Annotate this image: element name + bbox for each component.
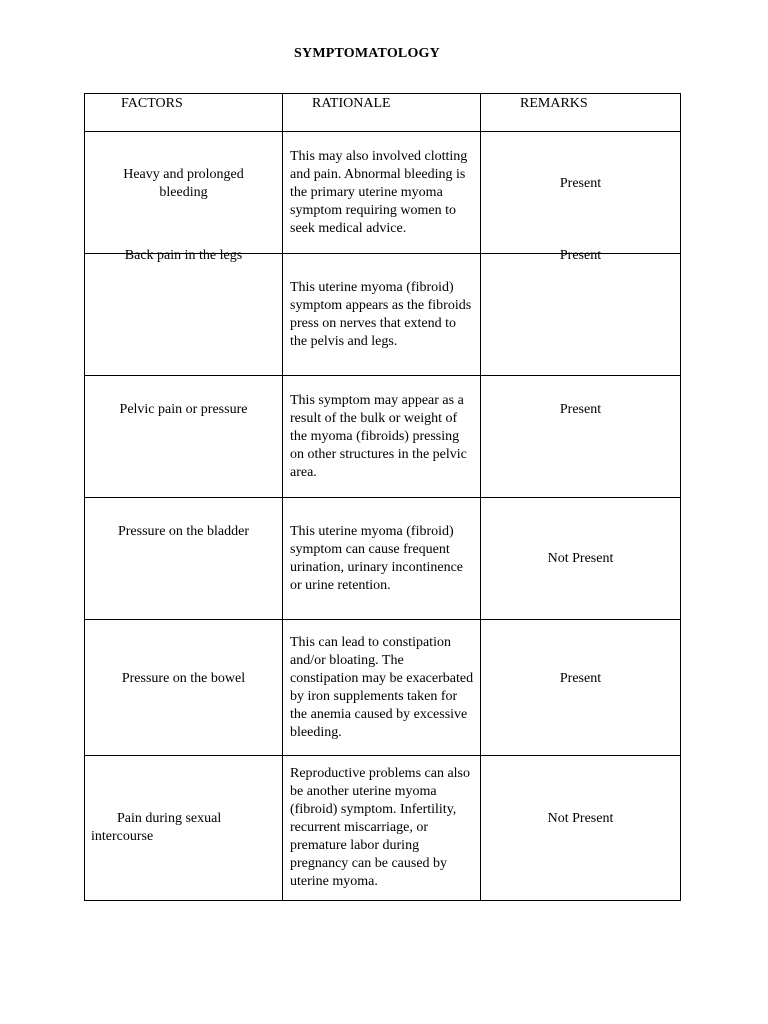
factor-text: Pressure on the bowel [121, 670, 246, 686]
table-row [85, 498, 681, 620]
remark-text: Present [559, 247, 602, 263]
remark-text: Present [559, 175, 602, 191]
rationale-text: This can lead to constipation and/or bloating. The constipation may be exacerbated by iron supplements taken for the anemia caused by excessive bleeding. [290, 634, 474, 740]
remark-cell [481, 132, 681, 254]
remark-text: Not Present [547, 550, 614, 566]
factor-cell [85, 756, 283, 901]
header-rationale: RATIONALE [312, 96, 391, 111]
rationale-cell [283, 132, 481, 254]
remark-text: Present [559, 401, 602, 417]
table-row [85, 620, 681, 756]
rationale-cell [283, 620, 481, 756]
table-row [85, 132, 681, 254]
remark-cell [481, 620, 681, 756]
rationale-text: This uterine myoma (fibroid) symptom can cause frequent urination, urinary incontinence or urine retention. [290, 523, 463, 593]
factor-cell [85, 620, 283, 756]
remark-cell [481, 376, 681, 498]
header-cell-factors [85, 94, 283, 132]
page-title: SYMPTOMATOLOGY [294, 46, 440, 61]
rationale-text: This uterine myoma (fibroid) symptom appears as the fibroids press on nerves that extend to the pelvis and legs. [290, 279, 472, 349]
factor-text: Pelvic pain or pressure [119, 401, 248, 417]
factor-text: Back pain in the legs [124, 247, 243, 263]
factor-cell [85, 247, 283, 376]
table-row [85, 254, 681, 376]
table-row [85, 376, 681, 498]
factor-cell [85, 498, 283, 620]
header-cell-remarks [481, 94, 681, 132]
factor-text: Heavy and prolonged bleeding [123, 166, 244, 200]
rationale-text: This may also involved clotting and pain. Abnormal bleeding is the primary uterine myoma symptom requiring women to seek medical advice. [290, 148, 468, 236]
factor-cell [85, 132, 283, 254]
rationale-cell [283, 254, 481, 376]
symptomatology-table [84, 93, 681, 901]
factor-text: Pressure on the bladder [117, 523, 250, 539]
header-cell-rationale [283, 94, 481, 132]
table-header-row [85, 94, 681, 132]
remark-cell [481, 498, 681, 620]
rationale-cell [283, 498, 481, 620]
rationale-cell [283, 756, 481, 901]
header-factors: FACTORS [121, 96, 183, 111]
remark-cell [481, 247, 681, 376]
rationale-text: Reproductive problems can also be another uterine myoma (fibroid) symptom. Infertility, recurrent miscarriage, or premature labor during pregnancy can be caused by uterine myoma. [290, 766, 471, 889]
rationale-cell [283, 376, 481, 498]
factor-text: Pain during sexual intercourse [91, 811, 222, 844]
table-row [85, 756, 681, 901]
header-remarks: REMARKS [520, 96, 588, 111]
rationale-text: This symptom may appear as a result of the bulk or weight of the myoma (fibroids) pressing on other structures in the pelvic area. [290, 392, 467, 480]
remark-cell [481, 756, 681, 901]
remark-text: Present [559, 670, 602, 686]
remark-text: Not Present [547, 811, 614, 826]
factor-cell [85, 376, 283, 498]
